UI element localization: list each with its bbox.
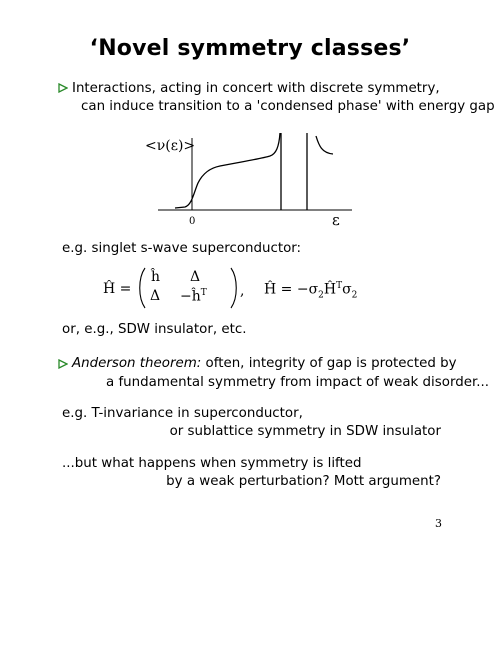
matrix-11: ĥ — [151, 269, 161, 285]
example3-line1: e.g. T-invariance in superconductor, — [62, 406, 303, 421]
triangle-bullet-icon — [58, 359, 68, 369]
bullet1-line2: can induce transition to a 'condensed phase' with energy gap — [81, 99, 495, 114]
dos-curve-right — [316, 136, 333, 154]
bullet2-line2: a fundamental symmetry from impact of weak disorder... — [106, 375, 489, 390]
example-superconductor: e.g. singlet s-wave superconductor: — [62, 241, 302, 256]
eq-rhs: Ĥ = $-\sigma_2Ĥ^T\sigma_2$ — [264, 281, 358, 301]
example-sdw: or, e.g., SDW insulator, etc. — [62, 322, 247, 337]
closing-line1: ...but what happens when symmetry is lifted — [62, 456, 362, 471]
anderson-theorem-label: Anderson theorem: — [72, 356, 202, 371]
page-number: 3 — [435, 517, 442, 530]
closing-line2: by a weak perturbation? Mott argument? — [166, 474, 441, 489]
matrix-left-paren — [140, 268, 145, 308]
eq-comma: , — [240, 283, 245, 299]
matrix-21: Δ — [150, 288, 161, 304]
example3-line2: or sublattice symmetry in SDW insulator — [169, 424, 441, 439]
matrix-12: Δ — [190, 269, 201, 285]
matrix-right-paren — [231, 268, 236, 308]
bullet1-line1: Interactions, acting in concert with discrete symmetry, — [72, 81, 440, 96]
triangle-bullet-icon — [58, 83, 68, 93]
density-of-states-plot — [140, 128, 365, 228]
bullet2-line1: Anderson theorem: often, integrity of gap is protected by — [72, 356, 457, 371]
matrix-22: $-ĥ^T$ — [180, 288, 207, 305]
x-tick-zero: 0 — [189, 216, 196, 227]
eq-lhs: Ĥ = — [103, 281, 132, 297]
page-title: ‘Novel symmetry classes’ — [89, 36, 411, 61]
y-axis-label: <ν(ε)> — [145, 138, 196, 154]
x-axis-label: ε — [332, 211, 340, 228]
